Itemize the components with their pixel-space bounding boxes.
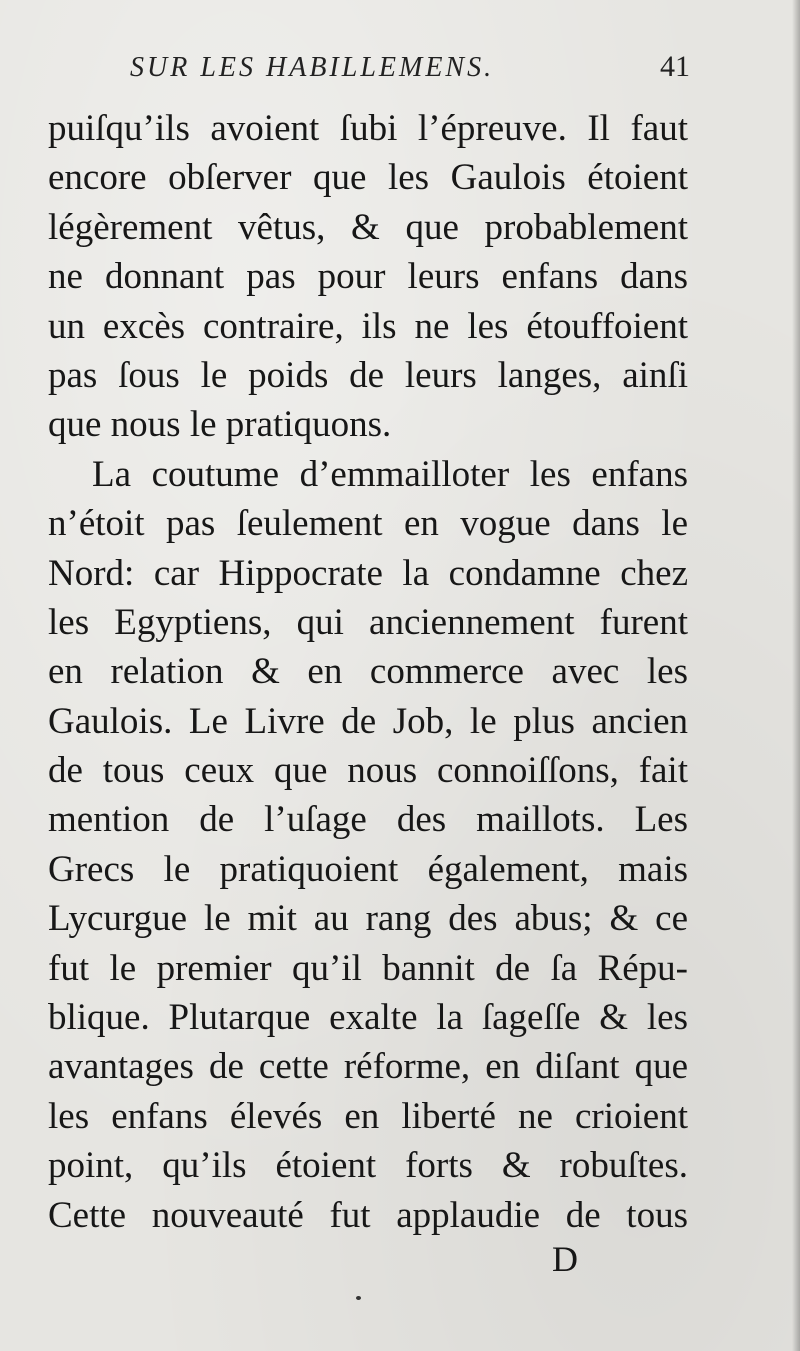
text-line: Grecs le pratiquoient également, mais (48, 848, 688, 890)
text-line: ne donnant pas pour leurs enfans dans (48, 256, 688, 298)
body-text (48, 104, 688, 1240)
text-line: les enfans élevés en liberté ne crioient (48, 1095, 688, 1137)
text-line: en relation & en commerce avec les (48, 651, 688, 693)
text-line: fut le premier qu’il bannit de ſa Répu- (48, 947, 688, 989)
text-line: mention de l’uſage des maillots. Les (48, 799, 688, 841)
text-line: Cette nouveauté fut applaudie de tous (48, 1194, 688, 1236)
text-line: les Egyptiens, qui anciennement furent (48, 601, 688, 643)
ink-speck (356, 1296, 361, 1300)
paragraph-start-line: La coutume d’emmailloter les enfans (92, 453, 688, 495)
running-head: SUR LES HABILLEMENS. (130, 52, 495, 83)
page-number: 41 (660, 50, 690, 83)
page-edge-shadow (792, 0, 800, 1351)
signature-mark: D (552, 1239, 578, 1279)
text-line: blique. Plutarque exalte la ſageſſe & les (48, 997, 688, 1039)
text-line: avantages de cette réforme, en diſant que (48, 1046, 688, 1088)
text-line: n’étoit pas ſeulement en vogue dans le (48, 503, 688, 545)
text-line: que nous le pratiquons. (48, 404, 392, 446)
text-line: de tous ceux que nous connoiſſons, fait (48, 750, 688, 792)
text-line: puiſqu’ils avoient ſubi l’épreuve. Il faut (48, 108, 688, 149)
text-line: encore obſerver que les Gaulois étoient (48, 157, 688, 199)
text-line: un excès contraire, ils ne les étouffoient (48, 305, 688, 347)
text-line: pas ſous le poids de leurs langes, ainſi (48, 354, 688, 396)
page-header (130, 50, 690, 90)
text-line: Nord: car Hippocrate la condamne chez (48, 552, 688, 594)
text-line: Lycurgue le mit au rang des abus; & ce (48, 898, 688, 940)
text-line: point, qu’ils étoient forts & robuſtes. (48, 1145, 688, 1187)
text-line: Gaulois. Le Livre de Job, le plus ancien (48, 700, 688, 742)
text-line: légèrement vêtus, & que probablement (48, 206, 688, 248)
